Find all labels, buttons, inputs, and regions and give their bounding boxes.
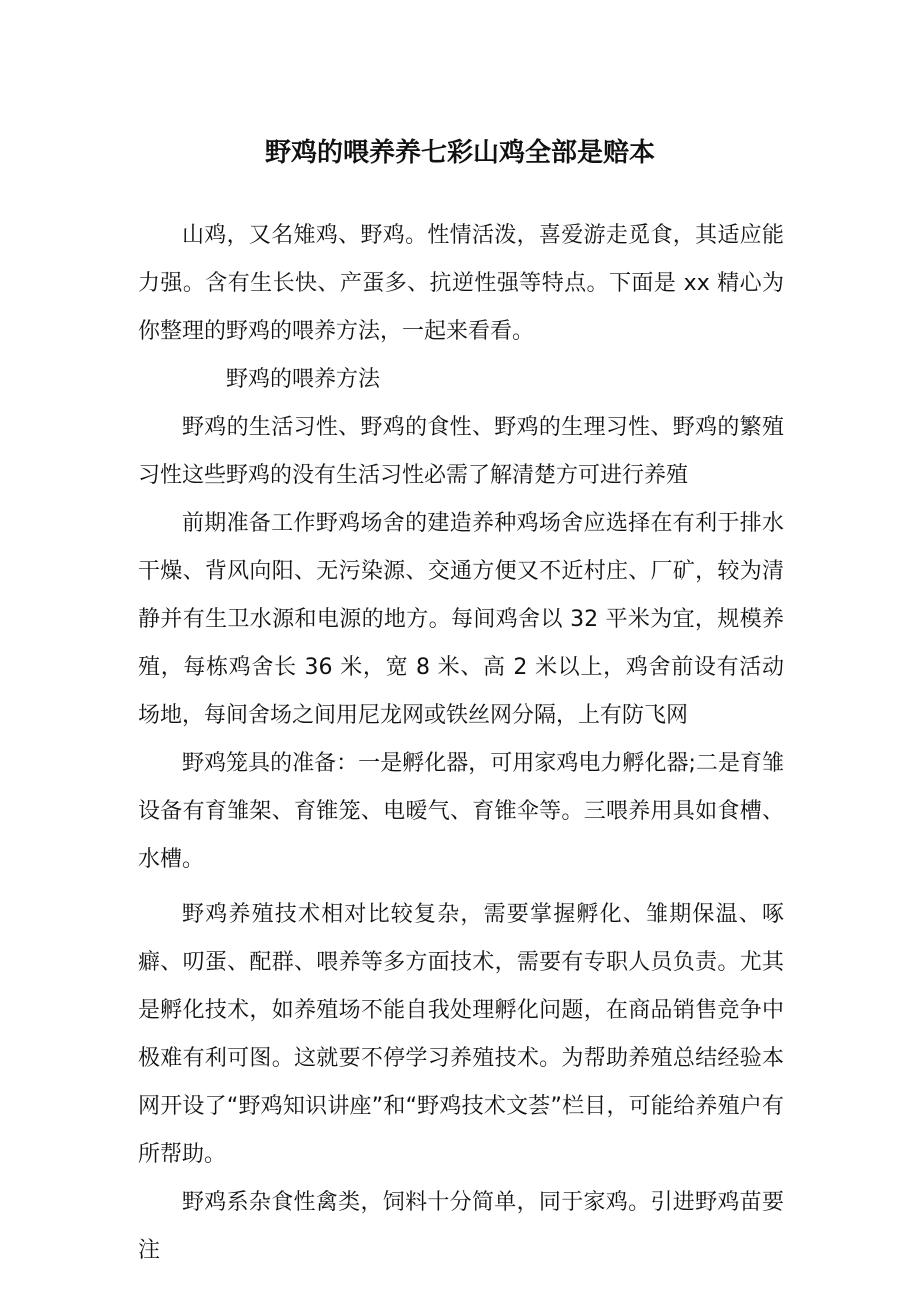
paragraph-equipment: 野鸡笼具的准备：一是孵化器，可用家鸡电力孵化器;二是育雏设备有育雏架、育锥笼、电暧气、育锥伞等。三喂养用具如食槽、水槽。 (138, 751, 784, 872)
paragraph-preparation: 前期准备工作野鸡场舍的建造养种鸡场舍应选择在有利于排水干燥、背风向阳、无污染源、交通方便又不近村庄、厂矿，较为清静并有生卫水源和电源的地方。每间鸡舍以 32 平米为宜，规模养殖，每栋鸡舍长 36 米，宽 8 米、高 2 米以上，鸡舍前设有活动场地，每间舍场之间用尼龙网或铁丝网分隔，上有防飞网 (138, 511, 784, 728)
article-body (138, 212, 784, 1275)
paragraph-habits: 野鸡的生活习性、野鸡的食性、野鸡的生理习性、野鸡的繁殖习性这些野鸡的没有生活习性必需了解清楚方可进行养殖 (138, 415, 784, 488)
paragraph-feeding: 野鸡系杂食性禽类，饲料十分简单，同于家鸡。引进野鸡苗要注 (138, 1190, 784, 1263)
section-heading: 野鸡的喂养方法 (226, 367, 381, 392)
paragraph-intro: 山鸡，又名雉鸡、野鸡。性情活泼，喜爱游走觅食，其适应能力强。含有生长快、产蛋多、抗逆性强等特点。下面是 xx 精心为你整理的野鸡的喂养方法，一起来看看。 (138, 223, 784, 344)
page-title: 野鸡的喂养养七彩山鸡全部是赔本 (264, 138, 655, 169)
paragraph-spacer (138, 884, 784, 891)
paragraph-technique: 野鸡养殖技术相对比较复杂，需要掌握孵化、雏期保温、啄癖、叨蛋、配群、喂养等多方面技术，需要有专职人员负责。尤其是孵化技术，如养殖场不能自我处理孵化问题，在商品销售竞争中极难有利可图。这就要不停学习养殖技术。为帮助养殖总结经验本网开设了“野鸡知识讲座”和“野鸡技术文荟”栏目，可能给养殖户有所帮助。 (138, 902, 784, 1167)
